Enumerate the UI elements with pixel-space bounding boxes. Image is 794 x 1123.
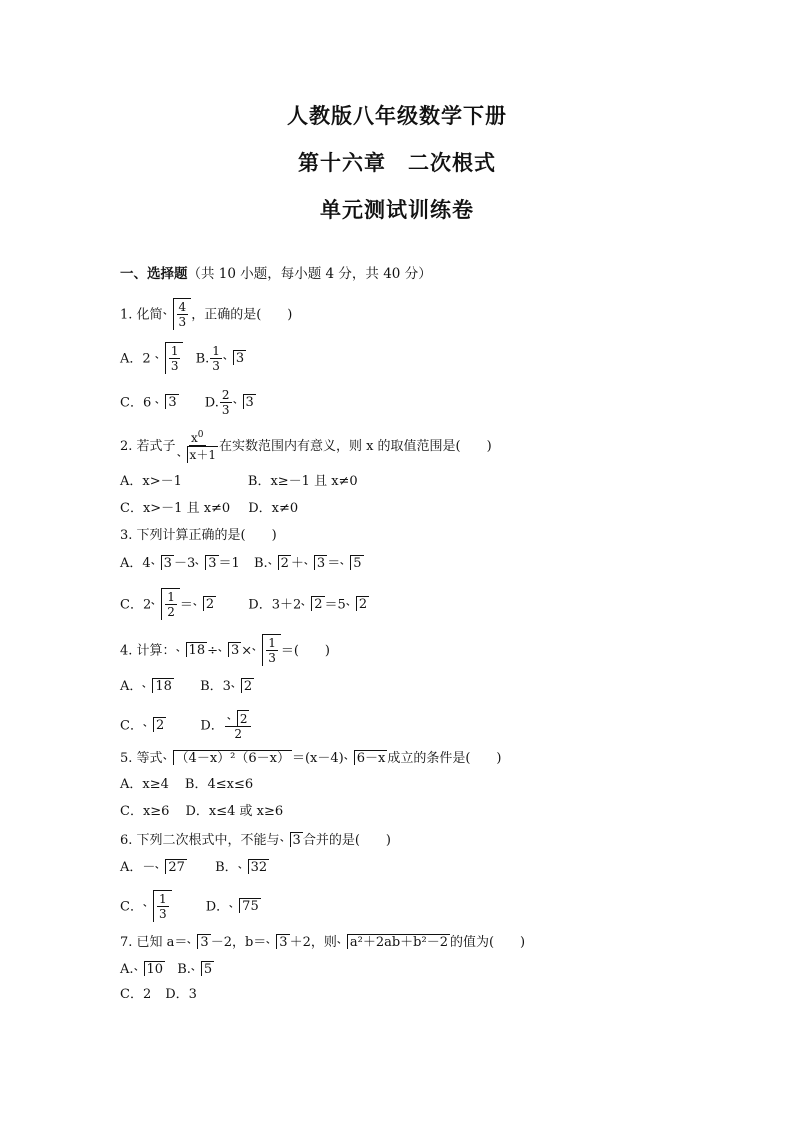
chapter-title: 第十六章 二次根式 [298,151,496,175]
question-3-options-ab: A．4 3 －3 3 ＝1 B. 2 ＋ 3 ＝ 5 [120,556,362,571]
question-2-stem: 2. 若式子 $\frac{x^0}{x+1}$ 在实数范围内有意义，则 x 的取值范围是( ) [120,430,492,463]
question-6-options-ab: A．－ 27 B． 32 [120,860,268,875]
section-label: 一、选择题 [120,266,188,282]
question-4-options-ab: A． 18 B．3 2 [120,679,253,694]
question-3-stem: 3. 下列计算正确的是( ) [120,528,277,543]
question-4-options-cd: C． 2 D． $\frac{2}{2}$ [120,710,252,742]
question-1-options-ab: A．2 $\frac{1}{3}$ B. $\frac{1}{3}$ 3 [120,344,245,374]
question-2-options-cd: C．x>－1 且 x≠0 D．x≠0 [120,501,299,516]
section-heading [120,262,432,282]
question-7-options-ab: A. 10 B. 5 [120,962,213,977]
question-7-stem: 7. 已知 a＝ 3 －2，b＝ 3 ＋2，则 a²＋2ab＋b²－2 的值为( ) [120,935,526,950]
question-2-options-ab: A．x>－1 B．x≥－1 且 x≠0 [120,474,358,489]
question-1-options-cd: C．6 3 D. $\frac{2}{3}$ 3 [120,388,254,418]
question-1-stem: 1. 化简 $\frac{4}{3}$ ，正确的是( ) [120,300,293,330]
question-5-options-cd: C．x≥6 D．x≤4 或 x≥6 [120,804,284,819]
question-7-options-cd: C．2 D．3 [120,987,197,1002]
question-3-options-cd: C．2 $\frac{1}{2}$ ＝ 2 D．3＋2 2 ＝5 2 [120,590,368,620]
question-5-options-ab: A．x≥4 B．4≤x≤6 [120,777,254,792]
section-note: （共 10 小题，每小题 4 分，共 40 分） [187,266,432,282]
question-6-options-cd: C． $\frac{1}{3}$ D． 75 [120,892,259,922]
question-5-stem: 5. 等式 （4－x）²（6－x） ＝(x－4) 6－x 成立的条件是( ) [120,751,502,766]
test-title: 单元测试训练卷 [320,198,474,222]
question-4-stem: 4. 计算： 18 ÷ 3 × $\frac{1}{3}$ ＝( ) [120,636,330,666]
doc-title: 人教版八年级数学下册 [287,104,507,128]
sqrt: $\frac{4}{3}$ [164,298,192,330]
question-6-stem: 6. 下列二次根式中，不能与 3 合并的是( ) [120,833,391,848]
